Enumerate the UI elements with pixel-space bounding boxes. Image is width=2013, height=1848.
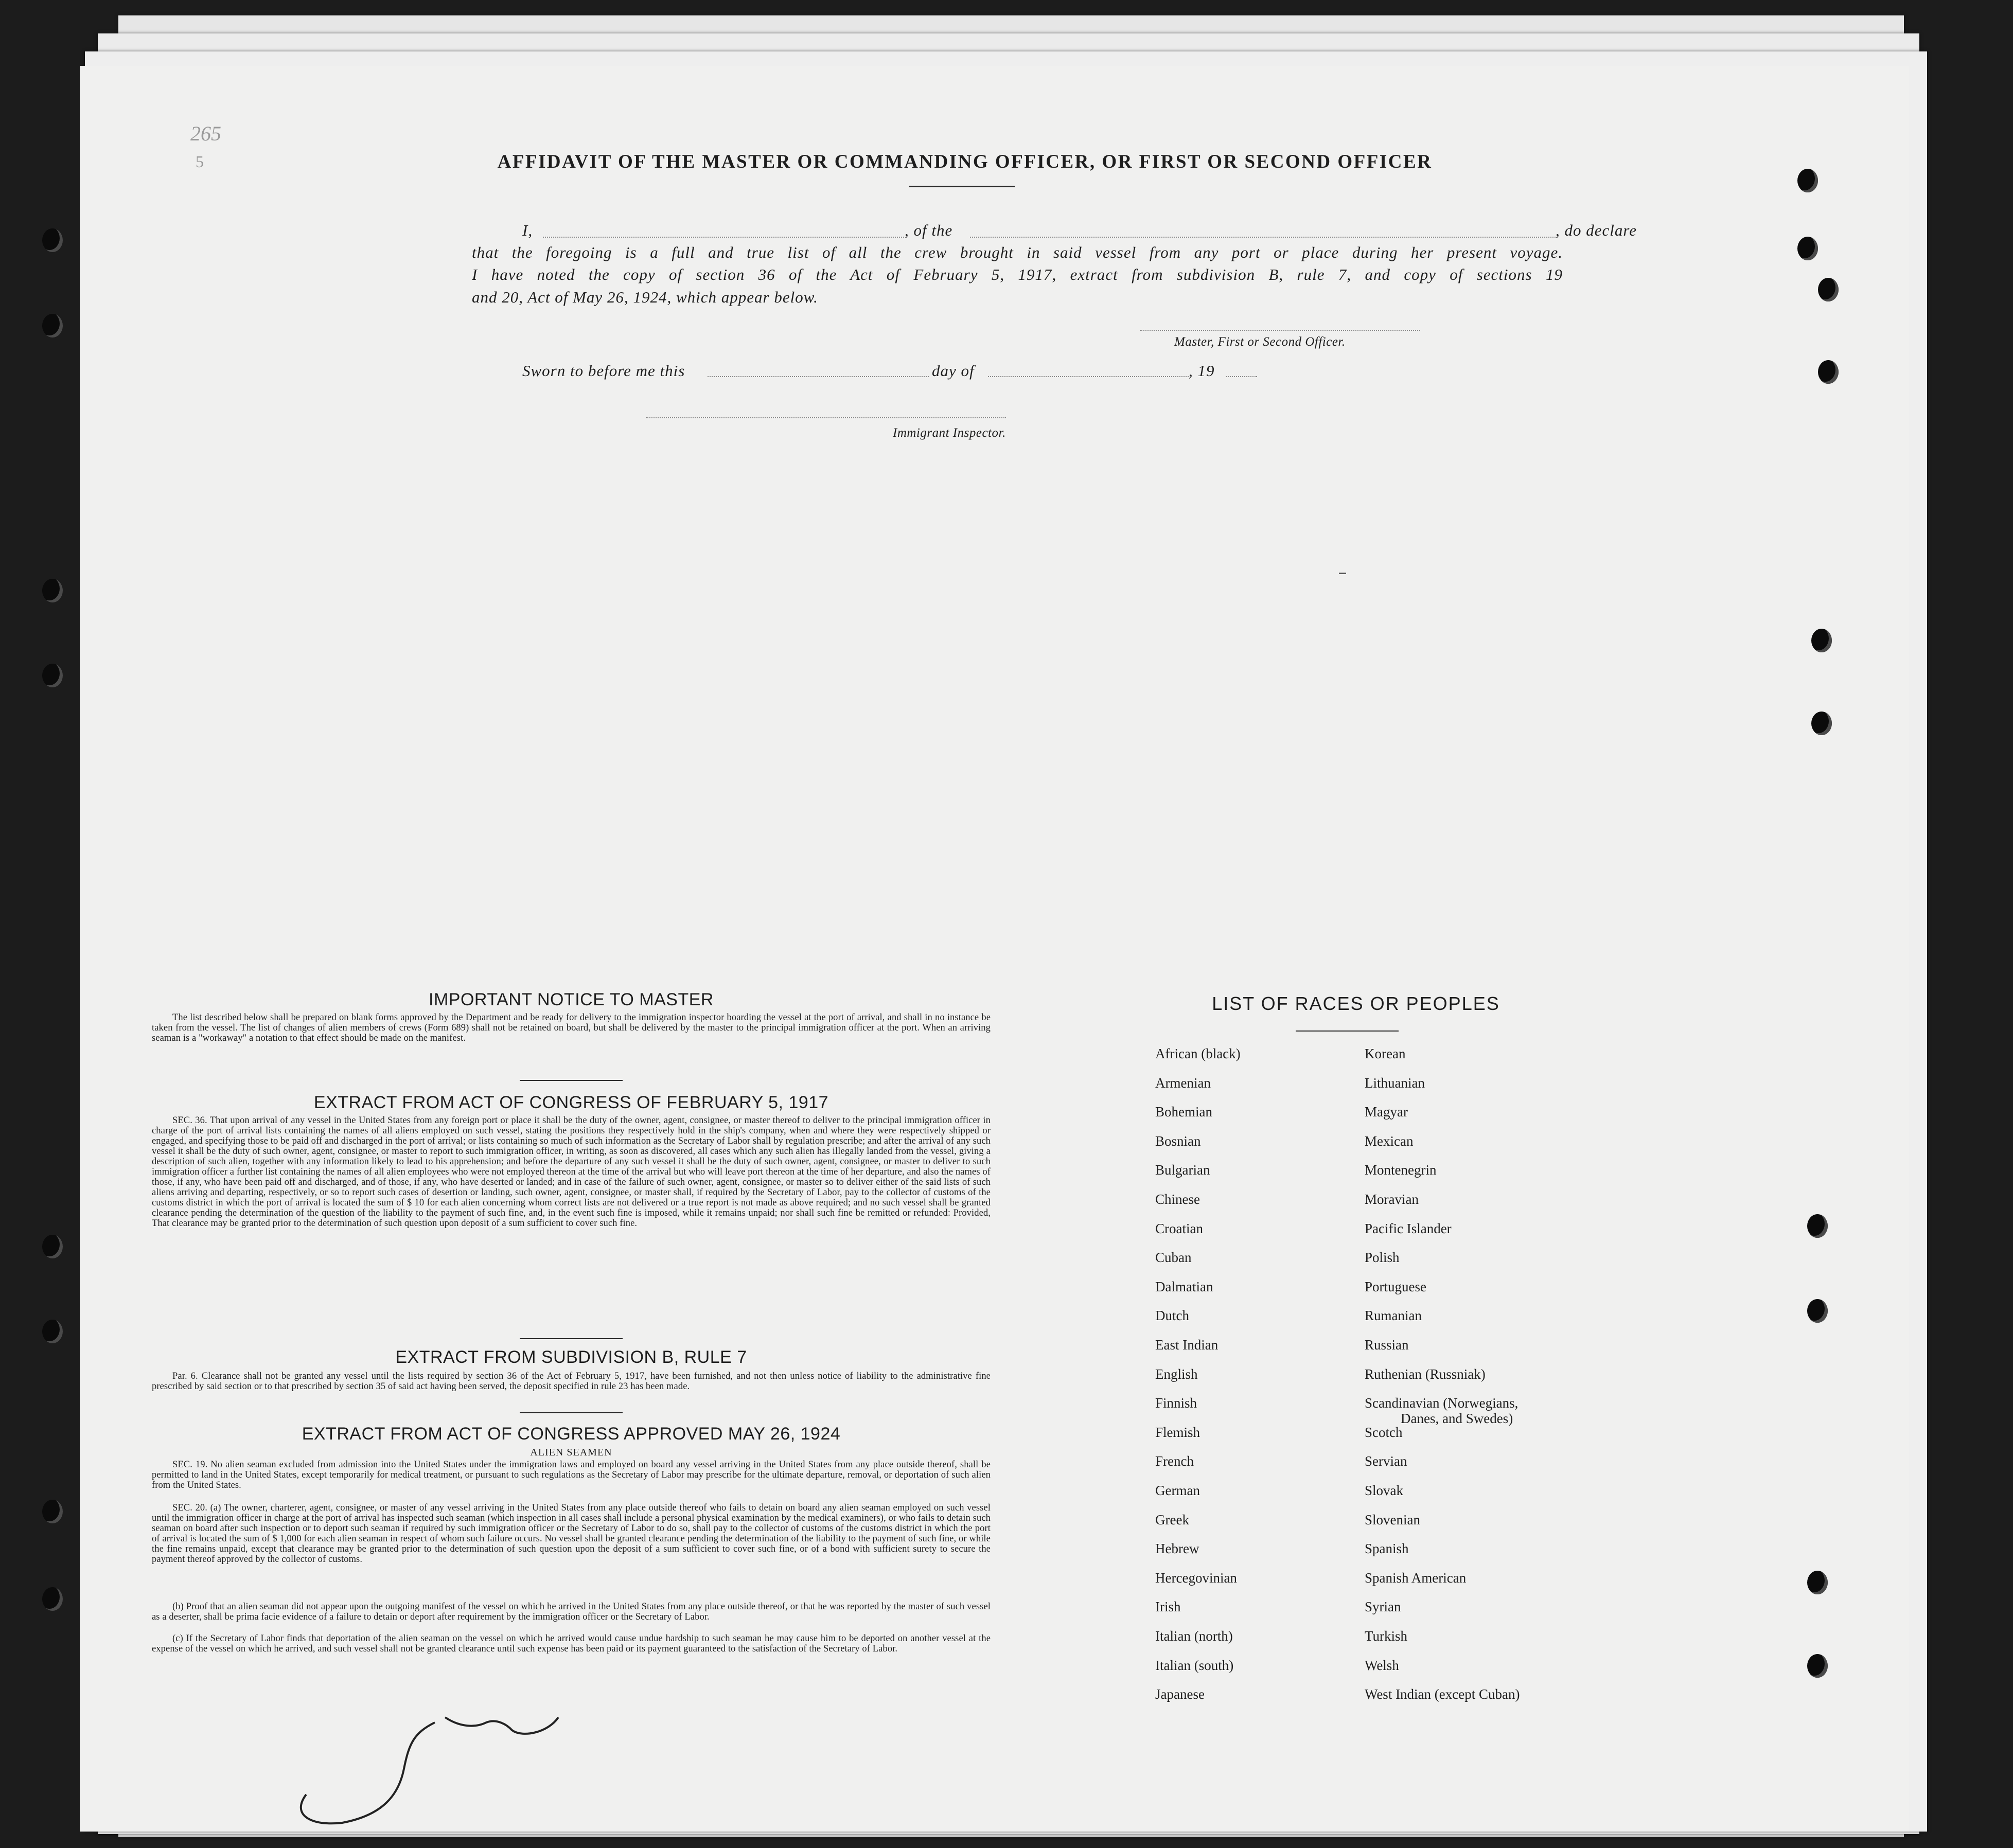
punch-hole [1807,1299,1828,1323]
punch-hole [42,228,63,252]
punch-hole [42,1587,63,1611]
race-item: Finnish [1155,1395,1197,1411]
section-rule [520,1412,623,1413]
race-item: French [1155,1453,1194,1469]
punch-hole [1807,1214,1828,1238]
sec-19-body: SEC. 19. No alien seaman excluded from admission into the United States under the immigration laws and employed on board any vessel arriving in the United States from any place outside thereof, shall be permitted to land in the United States, except temporarily for medical treatment, or pursuant to such regulations as the Secretary of Labor may prescribe for the ultimate departure, removal, or deportation of such alien from the United States. [152,1460,991,1490]
race-item: Slovenian [1365,1512,1420,1527]
race-item: Bohemian [1155,1104,1212,1120]
race-item: Hebrew [1155,1541,1199,1557]
document-page [80,66,1909,1832]
race-item: Cuban [1155,1250,1192,1266]
month-blank [988,376,1189,377]
races-title-rule [1296,1030,1399,1032]
races-title: LIST OF RACES OR PEOPLES [1212,993,1500,1014]
race-item: Irish [1155,1599,1181,1615]
punch-hole [1797,169,1818,192]
race-item: Mexican [1365,1133,1414,1149]
race-item: Servian [1365,1453,1407,1469]
race-item: Magyar [1365,1104,1408,1120]
race-item: Armenian [1155,1075,1211,1091]
punch-hole [42,579,63,602]
section-rule [520,1338,623,1339]
affidavit-i: I, [522,221,533,239]
extract-1917-title: EXTRACT FROM ACT OF CONGRESS OF FEBRUARY 5, 1917 [313,1093,829,1112]
race-item: Pacific Islander [1365,1220,1452,1236]
margin-mark: 5 [196,152,204,171]
race-item: Montenegrin [1365,1162,1437,1178]
year-text: , 19 [1189,362,1215,380]
punch-hole [1818,360,1839,384]
race-item: Ruthenian (Russniak) [1365,1366,1486,1382]
race-item: Polish [1365,1250,1400,1266]
punch-hole [1797,237,1818,260]
race-item: Lithuanian [1365,1075,1425,1091]
punch-hole [42,1320,63,1343]
race-item: Bosnian [1155,1133,1201,1149]
race-item: West Indian (except Cuban) [1365,1686,1520,1702]
race-item: German [1155,1483,1200,1498]
notice-body: The list described below shall be prepared on blank forms approved by the Department and be ready for delivery to the immigration inspector boarding the vessel at the port of arrival, and shall in no instance be taken from the vessel. The list of changes of alien members of crews (Form 689) shall not be retained on board, but shall be delivered by the master to the principal immigration officer at the port. When an arriving seaman is a "workaway" a notation to that effect should be made on the manifest. [152,1012,991,1043]
race-item: Russian [1365,1337,1409,1353]
notice-title: IMPORTANT NOTICE TO MASTER [429,990,714,1009]
alien-seamen-subtitle: ALIEN SEAMEN [530,1447,612,1458]
handwritten-scribble [229,1712,744,1832]
inspector-blank [646,417,1006,418]
race-item: East Indian [1155,1337,1219,1353]
affidavit-title: AFFIDAVIT OF THE MASTER OR COMMANDING OFFICER, OR FIRST OR SECOND OFFICER [497,151,1433,172]
race-item: Spanish American [1365,1570,1467,1586]
punch-hole [1807,1571,1828,1594]
race-item: Croatian [1155,1220,1203,1236]
race-item: Scandinavian (Norwegians, [1365,1395,1518,1411]
race-item: Dutch [1155,1308,1189,1324]
punch-hole [42,664,63,687]
punch-hole [42,1235,63,1258]
race-item: Portuguese [1365,1278,1426,1294]
punch-hole [42,1500,63,1523]
section-rule [520,1080,623,1081]
day-blank [708,376,929,377]
bleed-through-text [491,125,499,148]
race-item: Italian (north) [1155,1628,1233,1644]
extract-1924-title: EXTRACT FROM ACT OF CONGRESS APPROVED MAY 26, 1924 [302,1424,841,1444]
affidavit-line-3: I have noted the copy of section 36 of the Act of February 5, 1917, extract from subdivision B, rule 7, and copy of sections 19 [472,265,1563,283]
race-item: Greek [1155,1512,1189,1527]
race-item: Japanese [1155,1686,1205,1702]
race-item: Moravian [1365,1192,1419,1207]
affidavit-line-2: that the foregoing is a full and true list of all the crew brought in said vessel from any port or place during her present voyage. [472,243,1563,261]
race-item: Flemish [1155,1424,1200,1440]
race-item: Hercegovinian [1155,1570,1237,1586]
affidavit-of-the: , of the [905,221,953,239]
sec-20a-body: SEC. 20. (a) The owner, charterer, agent, consignee, or master of any vessel arriving in the United States from any place outside thereof who fails to detain on board any alien seaman employed on such vessel until the immigration officer in charge at the port of arrival has inspected such seaman (which inspection in all cases shall include a personal physical examination by the medical examiners), or who fails to detain such seaman on board after such inspection or to deport such seaman if required by such immigration officer or the Secretary of Labor to do so, shall pay to the collector of customs of the customs district in which the port of arrival is located the sum of $ 1,000 for each alien seaman in respect of whom such failure occurs. No vessel shall be granted clearance pending the determination of the liability to the payment of such fine, or while the fine remains unpaid, except that clearance may be granted prior to the determination of such question upon the deposit of a sum sufficient to cover such fine, or of a bond with sufficient surety to secure the payment thereof approved by the collector of customs. [152,1503,991,1565]
punch-hole [42,314,63,337]
race-item: African (black) [1155,1046,1241,1061]
race-item: Chinese [1155,1192,1200,1207]
race-item: Syrian [1365,1599,1401,1615]
punch-hole [1811,629,1832,652]
punch-hole [1818,278,1839,301]
punch-hole [1811,712,1832,735]
race-item: Danes, and Swedes) [1401,1411,1513,1427]
race-item: Scotch [1365,1424,1403,1440]
subdivision-b-body: Par. 6. Clearance shall not be granted any vessel until the lists required by section 36 of the Act of February 5, 1917, have been furnished, and not then unless notice of liability to the administrative fine prescribed by said section or to that prescribed by section 35 of said act having been served, the deposit specified in rule 23 has been made. [152,1371,991,1392]
race-item: Italian (south) [1155,1657,1234,1673]
sec-20b-body: (b) Proof that an alien seaman did not appear upon the outgoing manifest of the vessel on which he arrived in the United States from any place outside thereof, or that he was reported by the master of such vessel as a deserter, shall be prima facie evidence of a failure to detain or deport after requirement by the immigration officer or the Secretary of Labor. [152,1602,991,1622]
race-item: Korean [1365,1046,1406,1061]
speck [1339,573,1346,574]
race-item: Turkish [1365,1628,1408,1644]
name-blank [543,237,904,238]
race-item: English [1155,1366,1198,1382]
race-item: Welsh [1365,1657,1399,1673]
race-item: Bulgarian [1155,1162,1210,1178]
year-blank [1226,376,1257,377]
race-item: Rumanian [1365,1308,1422,1324]
subdivision-b-title: EXTRACT FROM SUBDIVISION B, RULE 7 [395,1347,747,1367]
affidavit-declare: , do declare [1556,221,1637,239]
sec-20c-body: (c) If the Secretary of Labor finds that deportation of the alien seaman on the vessel on which he arrived would cause undue hardship to such seaman he may cause him to be deported on another vessel at the expense of the vessel on which he arrived, and such vessel shall not be granted clearance until such expense has been paid or its payment guaranteed to the satisfaction of the Secretary of Labor. [152,1633,991,1654]
master-signature-label: Master, First or Second Officer. [1174,335,1346,349]
extract-1917-body: SEC. 36. That upon arrival of any vessel in the United States from any foreign port or place it shall be the duty of the owner, agent, consignee, or master thereof to deliver to the principal immigration officer in charge of the port of arrival lists containing the names of all aliens employed on such vessel, stating the positions they respectively hold in the ship's company, when and where they were respectively shipped or engaged, and specifying those to be paid off and discharged in the port of arrival; or lists containing so much of such information as the Secretary of Labor shall by regulation prescribe; and after the arrival of any such vessel it shall be the duty of such owner, agent, consignee, or master to report to such immigration officer, in writing, as soon as discovered, all cases which any such alien has illegally landed from the vessel, giving a description of such alien, together with any information likely to lead to his apprehension; and before the departure of any such vessel it shall be the duty of such owner, agent, consignee, or master to deliver to such immigration officer a further list containing the names of all alien employees who were not employed thereon at the time of the arrival but who will leave port thereon at the time of her departure, and also the names of those, if any, who have been paid off and discharged, and of those, if any, who have deserted or landed; and in case of the failure of such owner, agent, consignee, or master so to deliver either of the said lists of such aliens arriving and departing, respectively, or so to report such cases of desertion or landing, such owner, agent, consignee, or master shall, if required by the Secretary of Labor, pay to the collector of customs of the customs district in which the port of arrival is located the sum of $ 10 for each alien concerning whom correct lists are not delivered or a true report is not made as above required; and no such vessel shall be granted clearance pending the determination of the question of the liability to the payment of such fine, and, in the event such fine is imposed, while it remains unpaid; nor shall such fine be remitted or refunded: Provided, That clearance may be granted prior to the determination of such question upon deposit of a sum sufficient to cover such fine. [152,1115,991,1229]
title-rule [909,186,1015,187]
race-item: Dalmatian [1155,1278,1213,1294]
race-item: Spanish [1365,1541,1409,1557]
signature-blank [1140,330,1420,331]
punch-hole [1807,1654,1828,1678]
race-item: Slovak [1365,1483,1404,1498]
immigrant-inspector-label: Immigrant Inspector. [893,426,1006,440]
page-number-annotation: 265 [190,122,221,145]
sworn-text: Sworn to before me this [522,362,685,380]
day-of-text: day of [932,362,975,380]
affidavit-line-4: and 20, Act of May 26, 1924, which appear below. [472,288,818,306]
vessel-blank [970,237,1556,238]
